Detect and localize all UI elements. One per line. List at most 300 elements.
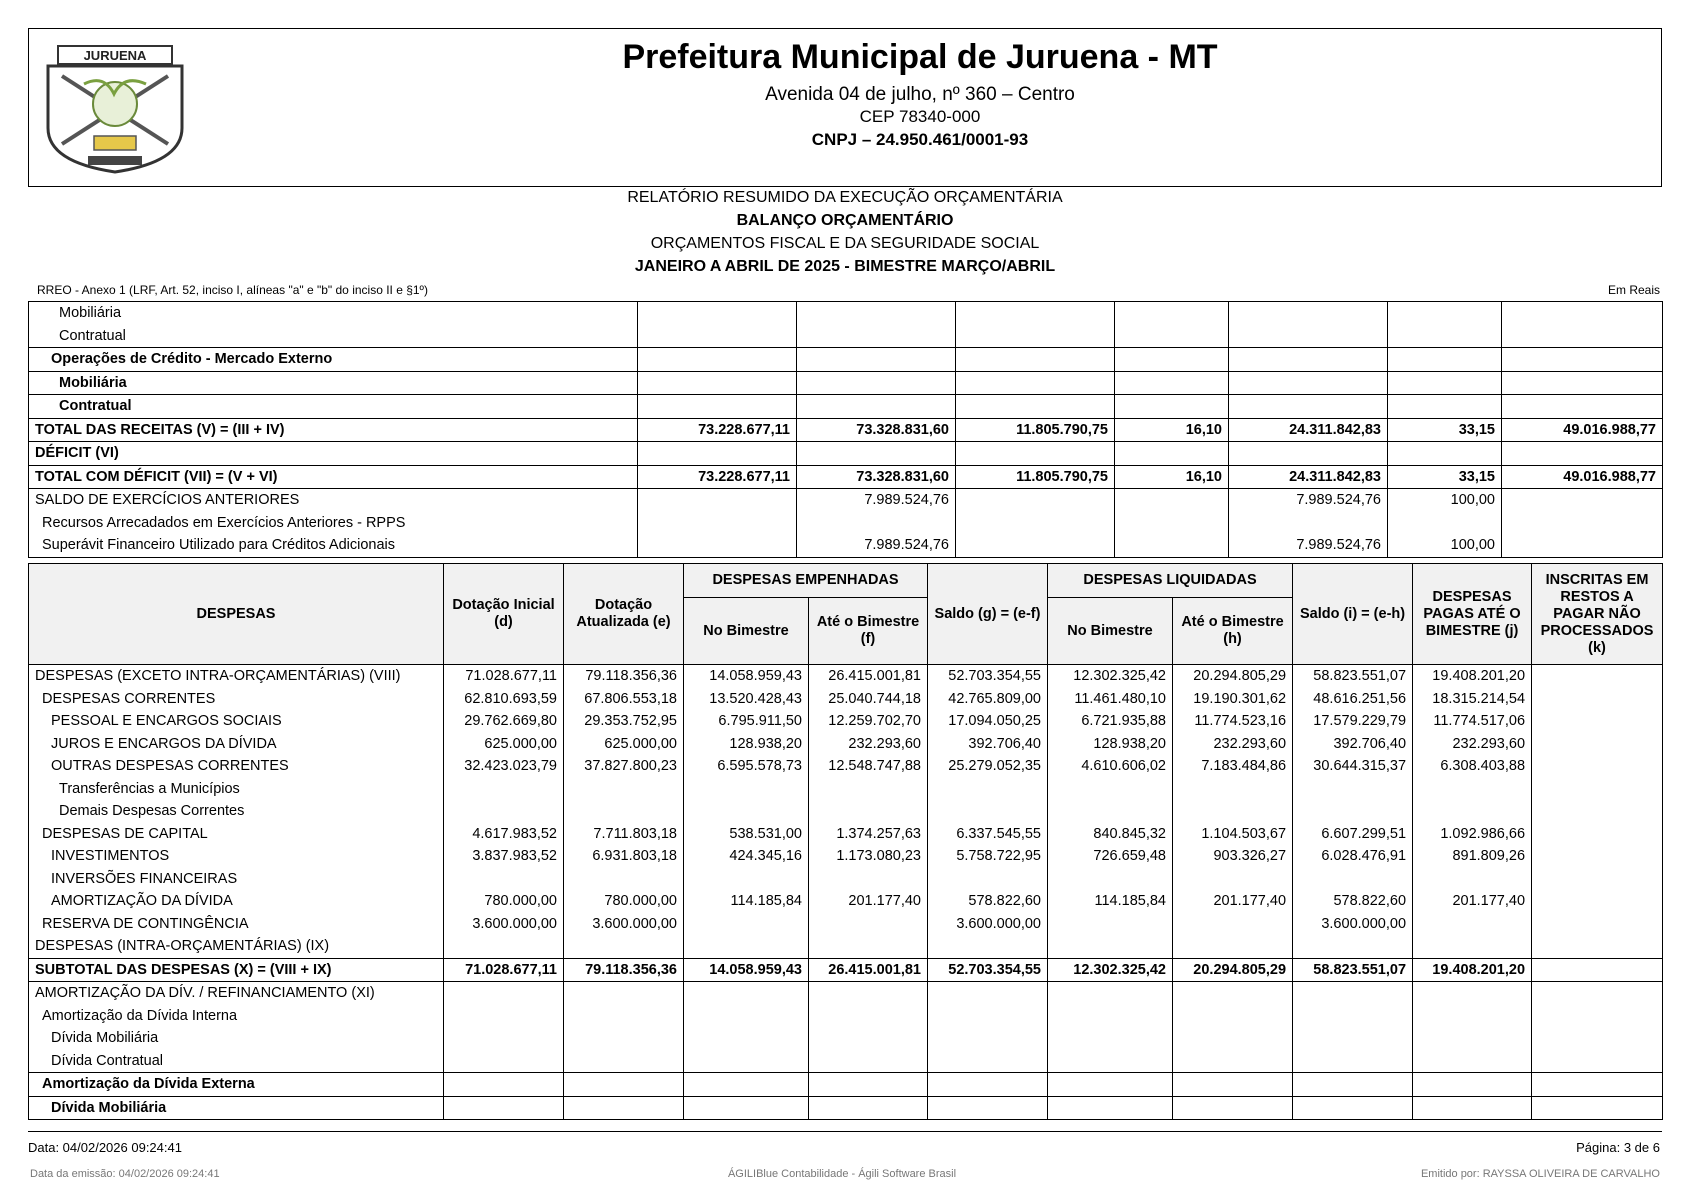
despesas-cell (1532, 890, 1663, 913)
receitas-row-label: DÉFICIT (VI) (29, 442, 638, 466)
receitas-cell (1502, 371, 1663, 395)
receitas-cell (1502, 302, 1663, 325)
despesas-cell: 12.302.325,42 (1048, 958, 1173, 982)
despesas-row (29, 1096, 1663, 1120)
despesas-cell (1173, 1005, 1293, 1028)
despesas-cell (1413, 1073, 1532, 1097)
despesas-cell: 26.415.001,81 (809, 958, 928, 982)
despesas-cell (928, 982, 1048, 1005)
despesas-cell (1173, 778, 1293, 801)
despesas-cell: 3.600.000,00 (928, 913, 1048, 936)
despesas-cell: 62.810.693,59 (444, 688, 564, 711)
receitas-cell (956, 489, 1115, 512)
despesas-cell (1048, 1005, 1173, 1028)
despesas-cell (928, 800, 1048, 823)
receitas-cell (1229, 302, 1388, 325)
despesas-cell: 42.765.809,00 (928, 688, 1048, 711)
despesas-row (29, 733, 1663, 756)
despesas-cell: 392.706,40 (1293, 733, 1413, 756)
receitas-cell (638, 442, 797, 466)
th-emp-ate-bimestre: Até o Bimestre (f) (809, 598, 928, 665)
despesas-cell: 4.610.606,02 (1048, 755, 1173, 778)
despesas-cell (684, 1073, 809, 1097)
despesas-cell: 625.000,00 (564, 733, 684, 756)
despesas-cell: 17.094.050,25 (928, 710, 1048, 733)
receitas-cell (1388, 395, 1502, 419)
despesas-cell: 903.326,27 (1173, 845, 1293, 868)
despesas-cell (1532, 958, 1663, 982)
despesas-cell (1532, 1073, 1663, 1097)
despesas-row (29, 913, 1663, 936)
receitas-row-label: Contratual (29, 325, 638, 348)
receitas-cell (1115, 534, 1229, 557)
despesas-cell (1293, 800, 1413, 823)
despesas-cell: 6.931.803,18 (564, 845, 684, 868)
despesas-row-label: RESERVA DE CONTINGÊNCIA (29, 913, 444, 936)
despesas-cell (1048, 868, 1173, 891)
despesas-row-label: Transferências a Municípios (29, 778, 444, 801)
despesas-cell: 14.058.959,43 (684, 665, 809, 688)
despesas-row (29, 1050, 1663, 1073)
despesas-cell: 71.028.677,11 (444, 665, 564, 688)
report-annex: RREO - Anexo 1 (LRF, Art. 52, inciso I, alíneas "a" e "b" do inciso II e §1º) (37, 283, 428, 297)
receitas-cell (638, 489, 797, 512)
despesas-cell: 48.616.251,56 (1293, 688, 1413, 711)
despesas-cell: 79.118.356,36 (564, 958, 684, 982)
despesas-row (29, 958, 1663, 982)
receitas-cell (956, 371, 1115, 395)
despesas-cell (564, 778, 684, 801)
despesas-cell (809, 1073, 928, 1097)
despesas-cell: 19.408.201,20 (1413, 665, 1532, 688)
despesas-cell (564, 868, 684, 891)
receitas-cell (1229, 371, 1388, 395)
despesas-cell: 32.423.023,79 (444, 755, 564, 778)
despesas-cell: 726.659,48 (1048, 845, 1173, 868)
despesas-cell: 424.345,16 (684, 845, 809, 868)
despesas-row (29, 845, 1663, 868)
despesas-cell (809, 913, 928, 936)
despesas-cell (444, 982, 564, 1005)
despesas-cell: 12.259.702,70 (809, 710, 928, 733)
despesas-row-label: Demais Despesas Correntes (29, 800, 444, 823)
receitas-cell: 7.989.524,76 (797, 534, 956, 557)
receitas-cell (797, 442, 956, 466)
despesas-cell (1532, 823, 1663, 846)
th-dotacao-atualizada: Dotação Atualizada (e) (564, 564, 684, 665)
despesas-cell (684, 1027, 809, 1050)
th-saldo-g: Saldo (g) = (e-f) (928, 564, 1048, 665)
receitas-cell (956, 325, 1115, 348)
despesas-cell: 578.822,60 (1293, 890, 1413, 913)
receitas-row (29, 512, 1663, 535)
despesas-cell: 18.315.214,54 (1413, 688, 1532, 711)
despesas-cell (444, 935, 564, 958)
receitas-cell (1502, 512, 1663, 535)
despesas-cell: 6.308.403,88 (1413, 755, 1532, 778)
despesas-row-label: DESPESAS (INTRA-ORÇAMENTÁRIAS) (IX) (29, 935, 444, 958)
despesas-row (29, 1073, 1663, 1097)
despesas-cell: 30.644.315,37 (1293, 755, 1413, 778)
despesas-cell: 71.028.677,11 (444, 958, 564, 982)
receitas-cell (956, 302, 1115, 325)
despesas-cell (1413, 913, 1532, 936)
despesas-cell (1413, 982, 1532, 1005)
th-inscritas-rap: INSCRITAS EM RESTOS A PAGAR NÃO PROCESSADOS (k) (1532, 564, 1663, 665)
receitas-row-label: Mobiliária (29, 371, 638, 395)
despesas-row-label: DESPESAS DE CAPITAL (29, 823, 444, 846)
despesas-cell: 6.607.299,51 (1293, 823, 1413, 846)
despesas-cell (444, 1005, 564, 1028)
despesas-cell: 20.294.805,29 (1173, 958, 1293, 982)
th-liq-no-bimestre: No Bimestre (1048, 598, 1173, 665)
receitas-row (29, 489, 1663, 512)
receitas-cell: 7.989.524,76 (1229, 489, 1388, 512)
receitas-cell (1229, 348, 1388, 372)
receitas-row-label: Superávit Financeiro Utilizado para Créditos Adicionais (29, 534, 638, 557)
despesas-row-label: Amortização da Dívida Externa (29, 1073, 444, 1097)
despesas-cell: 58.823.551,07 (1293, 665, 1413, 688)
receitas-row-label: TOTAL DAS RECEITAS (V) = (III + IV) (29, 418, 638, 442)
despesas-cell (1532, 845, 1663, 868)
org-cep: CEP 78340-000 (859, 107, 981, 126)
receitas-cell (797, 302, 956, 325)
report-period: JANEIRO A ABRIL DE 2025 - BIMESTRE MARÇO/ABRIL (634, 258, 1056, 275)
footer-issuer: Emitido por: RAYSSA OLIVEIRA DE CARVALHO (1420, 1168, 1660, 1180)
despesas-cell: 52.703.354,55 (928, 665, 1048, 688)
despesas-cell: 3.600.000,00 (564, 913, 684, 936)
despesas-cell: 6.721.935,88 (1048, 710, 1173, 733)
despesas-row (29, 710, 1663, 733)
despesas-cell: 1.104.503,67 (1173, 823, 1293, 846)
despesas-cell (1413, 1096, 1532, 1120)
despesas-cell (1173, 1096, 1293, 1120)
despesas-cell: 29.353.752,95 (564, 710, 684, 733)
despesas-cell (1413, 800, 1532, 823)
receitas-row-label: Recursos Arrecadados em Exercícios Anteriores - RPPS (29, 512, 638, 535)
despesas-cell (1413, 935, 1532, 958)
municipal-coat-of-arms-logo (44, 44, 186, 174)
receitas-row-label: Mobiliária (29, 302, 638, 325)
receitas-cell: 7.989.524,76 (1229, 534, 1388, 557)
footer-page: Página: 3 de 6 (1576, 1140, 1660, 1155)
despesas-row (29, 800, 1663, 823)
receitas-row (29, 325, 1663, 348)
footer-emission: Data da emissão: 04/02/2026 09:24:41 (30, 1168, 220, 1180)
org-name: Prefeitura Municipal de Juruena - MT (622, 38, 1218, 76)
receitas-cell (638, 534, 797, 557)
despesas-cell: 12.302.325,42 (1048, 665, 1173, 688)
receitas-cell: 11.805.790,75 (956, 418, 1115, 442)
despesas-table (28, 563, 1663, 1120)
despesas-cell (1532, 982, 1663, 1005)
despesas-cell (1532, 935, 1663, 958)
th-dotacao-inicial: Dotação Inicial (d) (444, 564, 564, 665)
despesas-cell (1532, 665, 1663, 688)
despesas-cell: 3.600.000,00 (1293, 913, 1413, 936)
receitas-cell: 100,00 (1388, 489, 1502, 512)
despesas-cell (1293, 982, 1413, 1005)
despesas-cell (1293, 1073, 1413, 1097)
receitas-cell (1502, 442, 1663, 466)
despesas-cell (1532, 733, 1663, 756)
despesas-cell: 6.028.476,91 (1293, 845, 1413, 868)
receitas-cell: 33,15 (1388, 465, 1502, 489)
despesas-cell: 6.337.545,55 (928, 823, 1048, 846)
receitas-row (29, 395, 1663, 419)
despesas-cell (928, 1005, 1048, 1028)
th-despesas-liquidadas: DESPESAS LIQUIDADAS (1048, 564, 1293, 598)
receitas-cell (638, 371, 797, 395)
despesas-cell: 13.520.428,43 (684, 688, 809, 711)
receitas-cell (1502, 534, 1663, 557)
receitas-cell (1115, 489, 1229, 512)
receitas-cell (956, 395, 1115, 419)
despesas-cell (1293, 935, 1413, 958)
despesas-row (29, 1027, 1663, 1050)
receitas-cell (1115, 348, 1229, 372)
despesas-cell (444, 778, 564, 801)
despesas-row (29, 935, 1663, 958)
despesas-cell (809, 1005, 928, 1028)
despesas-cell (684, 1005, 809, 1028)
receitas-cell (1388, 302, 1502, 325)
despesas-cell (1173, 1050, 1293, 1073)
despesas-cell (809, 778, 928, 801)
despesas-cell (444, 1073, 564, 1097)
receitas-cell (956, 442, 1115, 466)
despesas-cell: 11.774.523,16 (1173, 710, 1293, 733)
receitas-row (29, 418, 1663, 442)
despesas-cell: 114.185,84 (684, 890, 809, 913)
despesas-cell (444, 800, 564, 823)
despesas-cell (809, 1027, 928, 1050)
despesas-cell: 25.279.052,35 (928, 755, 1048, 778)
despesas-cell (928, 868, 1048, 891)
despesas-cell (1173, 800, 1293, 823)
despesas-cell: 3.837.983,52 (444, 845, 564, 868)
despesas-cell: 201.177,40 (1413, 890, 1532, 913)
receitas-cell (1229, 395, 1388, 419)
despesas-cell (1293, 1050, 1413, 1073)
despesas-cell (684, 1050, 809, 1073)
despesas-row (29, 688, 1663, 711)
despesas-cell (1048, 1073, 1173, 1097)
despesas-row (29, 890, 1663, 913)
despesas-cell: 52.703.354,55 (928, 958, 1048, 982)
despesas-cell: 11.774.517,06 (1413, 710, 1532, 733)
despesas-cell (1048, 1050, 1173, 1073)
receitas-row (29, 534, 1663, 557)
receitas-cell (638, 302, 797, 325)
despesas-cell (1413, 1005, 1532, 1028)
receitas-cell (1229, 512, 1388, 535)
despesas-cell: 232.293,60 (1413, 733, 1532, 756)
despesas-cell: 232.293,60 (1173, 733, 1293, 756)
th-emp-no-bimestre: No Bimestre (684, 598, 809, 665)
despesas-cell: 1.173.080,23 (809, 845, 928, 868)
despesas-cell: 19.408.201,20 (1413, 958, 1532, 982)
receitas-row (29, 465, 1663, 489)
despesas-cell (1532, 1096, 1663, 1120)
despesas-cell: 780.000,00 (564, 890, 684, 913)
receitas-cell: 49.016.988,77 (1502, 465, 1663, 489)
receitas-cell (797, 348, 956, 372)
despesas-cell: 114.185,84 (1048, 890, 1173, 913)
receitas-cell (1229, 325, 1388, 348)
receitas-cell (1229, 442, 1388, 466)
despesas-cell (809, 800, 928, 823)
despesas-cell: 6.795.911,50 (684, 710, 809, 733)
receitas-cell: 24.311.842,83 (1229, 465, 1388, 489)
receitas-cell: 73.228.677,11 (638, 418, 797, 442)
despesas-cell (1532, 755, 1663, 778)
despesas-cell (809, 935, 928, 958)
despesas-cell: 26.415.001,81 (809, 665, 928, 688)
receitas-cell: 24.311.842,83 (1229, 418, 1388, 442)
despesas-cell (1532, 1005, 1663, 1028)
despesas-cell (684, 778, 809, 801)
despesas-cell (684, 935, 809, 958)
receitas-cell (797, 371, 956, 395)
despesas-cell: 1.092.986,66 (1413, 823, 1532, 846)
receitas-table (28, 301, 1663, 558)
receitas-cell (638, 348, 797, 372)
despesas-row (29, 982, 1663, 1005)
despesas-cell (1173, 1073, 1293, 1097)
receitas-row-label: Contratual (29, 395, 638, 419)
despesas-cell (809, 1050, 928, 1073)
receitas-row-label: Operações de Crédito - Mercado Externo (29, 348, 638, 372)
receitas-cell (797, 395, 956, 419)
report-title: RELATÓRIO RESUMIDO DA EXECUÇÃO ORÇAMENTÁRIA (627, 189, 1063, 206)
receitas-cell: 16,10 (1115, 465, 1229, 489)
receitas-cell (1388, 371, 1502, 395)
despesas-row-label: OUTRAS DESPESAS CORRENTES (29, 755, 444, 778)
despesas-row-label: PESSOAL E ENCARGOS SOCIAIS (29, 710, 444, 733)
despesas-cell (928, 1050, 1048, 1073)
footer-date: Data: 04/02/2026 09:24:41 (28, 1140, 182, 1155)
despesas-cell: 29.762.669,80 (444, 710, 564, 733)
despesas-cell (1293, 868, 1413, 891)
receitas-cell (956, 534, 1115, 557)
despesas-cell: 891.809,26 (1413, 845, 1532, 868)
despesas-cell (1532, 688, 1663, 711)
receitas-cell: 49.016.988,77 (1502, 418, 1663, 442)
despesas-row (29, 823, 1663, 846)
despesas-cell: 25.040.744,18 (809, 688, 928, 711)
despesas-cell: 58.823.551,07 (1293, 958, 1413, 982)
receitas-cell (956, 512, 1115, 535)
despesas-cell (684, 800, 809, 823)
th-despesas-pagas: DESPESAS PAGAS ATÉ O BIMESTRE (j) (1413, 564, 1532, 665)
th-despesas-empenhadas: DESPESAS EMPENHADAS (684, 564, 928, 598)
despesas-cell (928, 1096, 1048, 1120)
despesas-row-label: DESPESAS (EXCETO INTRA-ORÇAMENTÁRIAS) (VIII) (29, 665, 444, 688)
despesas-cell (444, 1050, 564, 1073)
despesas-cell (564, 1073, 684, 1097)
receitas-cell (1502, 395, 1663, 419)
despesas-cell (1532, 778, 1663, 801)
despesas-cell (1532, 1050, 1663, 1073)
despesas-cell (1532, 868, 1663, 891)
report-subtitle: BALANÇO ORÇAMENTÁRIO (736, 212, 954, 229)
receitas-cell (1115, 325, 1229, 348)
despesas-row-label: Amortização da Dívida Interna (29, 1005, 444, 1028)
despesas-cell (564, 1096, 684, 1120)
receitas-row (29, 442, 1663, 466)
despesas-cell: 392.706,40 (928, 733, 1048, 756)
despesas-cell: 12.548.747,88 (809, 755, 928, 778)
footer-software: ÁGILIBlue Contabilidade - Ágili Software Brasil (727, 1168, 957, 1180)
receitas-cell (797, 325, 956, 348)
receitas-cell (1115, 371, 1229, 395)
receitas-row-label: TOTAL COM DÉFICIT (VII) = (V + VI) (29, 465, 638, 489)
despesas-cell (1532, 710, 1663, 733)
despesas-cell (928, 778, 1048, 801)
despesas-cell: 128.938,20 (684, 733, 809, 756)
despesas-cell: 538.531,00 (684, 823, 809, 846)
report-scope: ORÇAMENTOS FISCAL E DA SEGURIDADE SOCIAL (650, 235, 1040, 252)
despesas-cell (684, 982, 809, 1005)
despesas-cell (1173, 1027, 1293, 1050)
despesas-cell: 11.461.480,10 (1048, 688, 1173, 711)
receitas-cell (638, 395, 797, 419)
despesas-cell: 780.000,00 (444, 890, 564, 913)
despesas-row-label: JUROS E ENCARGOS DA DÍVIDA (29, 733, 444, 756)
despesas-row (29, 778, 1663, 801)
despesas-cell (564, 1005, 684, 1028)
despesas-row-label: Dívida Mobiliária (29, 1096, 444, 1120)
receitas-cell (1388, 348, 1502, 372)
despesas-cell (1048, 800, 1173, 823)
despesas-cell (1532, 1027, 1663, 1050)
despesas-row (29, 665, 1663, 688)
receitas-cell: 73.328.831,60 (797, 465, 956, 489)
despesas-cell (684, 913, 809, 936)
despesas-cell: 201.177,40 (1173, 890, 1293, 913)
despesas-row-label: SUBTOTAL DAS DESPESAS (X) = (VIII + IX) (29, 958, 444, 982)
th-liq-ate-bimestre: Até o Bimestre (h) (1173, 598, 1293, 665)
despesas-cell (1173, 935, 1293, 958)
despesas-row (29, 868, 1663, 891)
receitas-cell: 7.989.524,76 (797, 489, 956, 512)
despesas-row (29, 1005, 1663, 1028)
despesas-cell: 67.806.553,18 (564, 688, 684, 711)
despesas-row-label: AMORTIZAÇÃO DA DÍVIDA (29, 890, 444, 913)
despesas-cell (684, 1096, 809, 1120)
despesas-cell: 37.827.800,23 (564, 755, 684, 778)
despesas-cell (1293, 778, 1413, 801)
despesas-cell (1048, 1027, 1173, 1050)
despesas-cell: 578.822,60 (928, 890, 1048, 913)
org-address: Avenida 04 de julho, nº 360 – Centro (765, 84, 1075, 105)
despesas-cell (1293, 1027, 1413, 1050)
despesas-cell (1532, 913, 1663, 936)
despesas-cell: 7.183.484,86 (1173, 755, 1293, 778)
despesas-cell (444, 1096, 564, 1120)
receitas-cell (1388, 325, 1502, 348)
receitas-cell (638, 512, 797, 535)
org-cnpj: CNPJ – 24.950.461/0001-93 (811, 130, 1029, 149)
th-despesas: DESPESAS (29, 564, 444, 665)
despesas-cell (1173, 982, 1293, 1005)
despesas-cell (1048, 935, 1173, 958)
despesas-row-label: DESPESAS CORRENTES (29, 688, 444, 711)
despesas-row-label: Dívida Mobiliária (29, 1027, 444, 1050)
despesas-cell (928, 1073, 1048, 1097)
receitas-cell (956, 348, 1115, 372)
